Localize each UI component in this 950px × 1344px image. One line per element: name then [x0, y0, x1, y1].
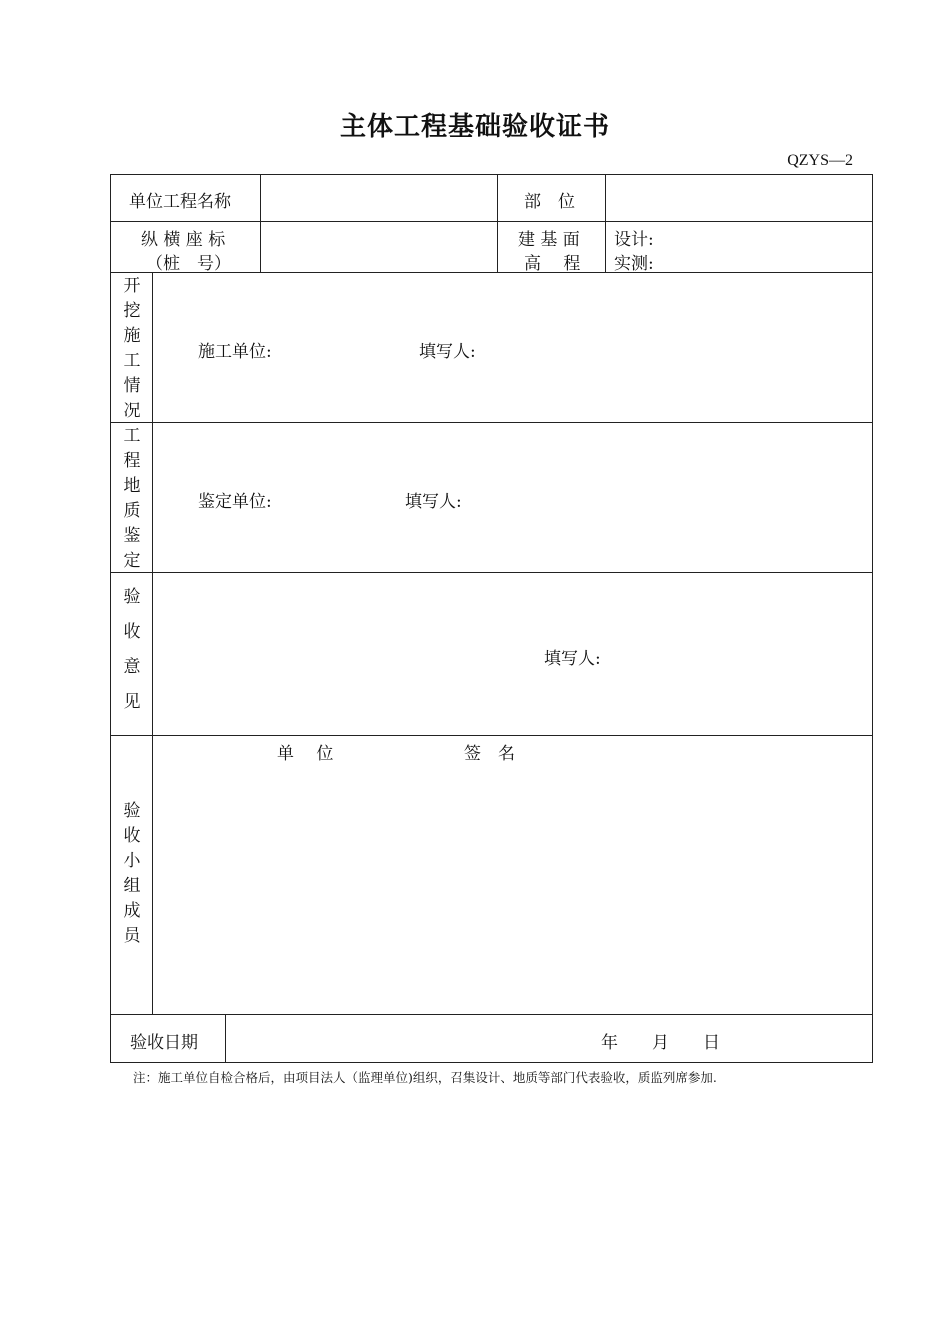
footnote: 注：施工单位自检合格后，由项目法人（监理单位)组织，召集设计、地质等部门代表验收，质监列席参加.	[133, 1070, 717, 1085]
members-sign-header: 签 名	[464, 744, 515, 764]
members-unit-header: 单 位	[277, 744, 334, 764]
unit-project-name-label: 单位工程名称	[129, 192, 231, 212]
part-label: 部 位	[524, 192, 575, 212]
filler-label: 填写人:	[544, 649, 601, 669]
col-divider	[152, 272, 153, 1014]
coord-label: 纵 横 座 标	[141, 230, 226, 250]
col-divider	[605, 174, 606, 272]
design-label: 设计:	[614, 230, 654, 250]
excavation-label: 开 挖 施 工 情 况	[123, 276, 141, 421]
row-divider	[110, 572, 873, 573]
form-code: QZYS—2	[787, 152, 853, 169]
date-label: 验收日期	[130, 1033, 198, 1053]
geology-label: 工 程 地 质 鉴 定	[123, 426, 141, 571]
row-divider	[110, 422, 873, 423]
construction-unit-label: 施工单位:	[198, 342, 272, 362]
elevation-label-sub: 高 程	[524, 254, 581, 274]
measured-label: 实测:	[614, 254, 654, 274]
filler-label: 填写人:	[405, 492, 462, 512]
col-divider	[497, 174, 498, 272]
form-table	[110, 174, 873, 1063]
members-label: 验 收 小 组 成 员	[123, 801, 141, 946]
page-title: 主体工程基础验收证书	[339, 112, 610, 142]
col-divider	[260, 174, 261, 272]
filler-label: 填写人:	[419, 342, 476, 362]
appraisal-unit-label: 鉴定单位:	[198, 492, 272, 512]
row-divider	[110, 221, 873, 222]
col-divider	[225, 1014, 226, 1063]
opinion-label: 验 收 意 见	[123, 587, 141, 712]
row-divider	[110, 735, 873, 736]
coord-label-sub: （桩 号）	[146, 254, 231, 274]
elevation-label: 建 基 面	[518, 230, 580, 250]
date-placeholder: 年 月 日	[601, 1033, 720, 1053]
